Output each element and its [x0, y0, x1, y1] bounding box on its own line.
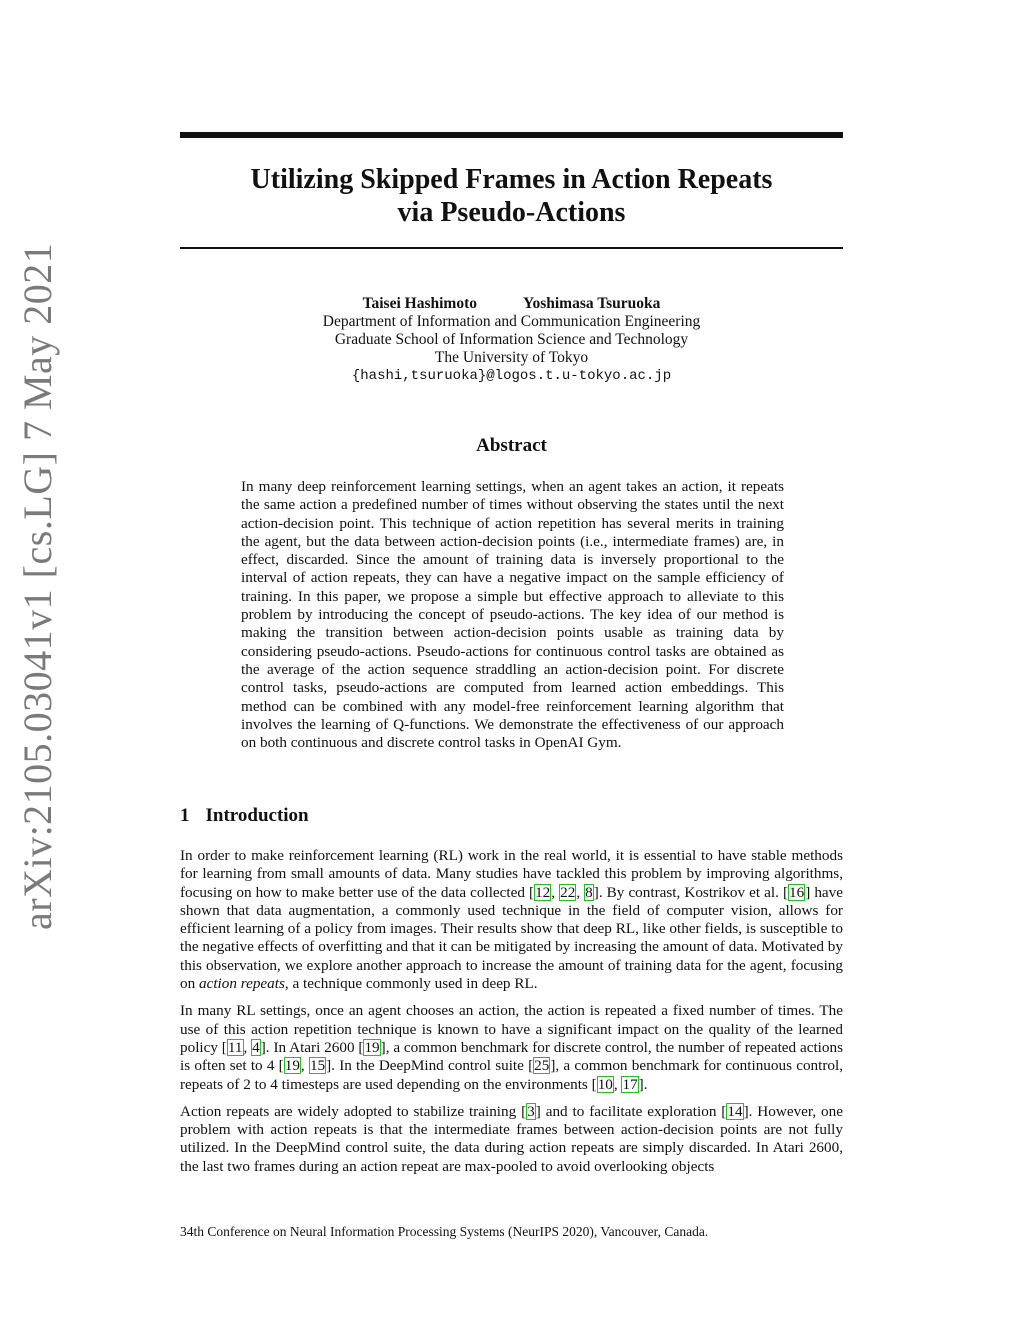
citation-link[interactable]: 15: [309, 1057, 326, 1075]
text-run: ]. In the DeepMind control suite [: [326, 1057, 534, 1075]
text-run: ]. However, one problem with action repeats is that the intermediate frames between action-decision points are not fully utilized. In the DeepMind control suite, the data during action repeats are simply discarded. In Atari 2600, the last two frames during an action repeat are max-pooled to avoid overlooking objects: [180, 1102, 843, 1175]
text-run: , a technique commonly used in deep RL.: [284, 975, 538, 993]
paper-title: [180, 163, 843, 229]
paragraph-1: In order to make reinforcement learning (RL) work in the real world, it is essential to have stable methods for learning from small amounts of data. Many studies have tackled this problem by improving algorithms, focusing on how to make better use of the data collected [12, 22, 8]. By contrast, Kostrikov et al. [16] have shown that data augmentation, a commonly used technique in the field of computer vision, allows for efficient learning of a policy from images. Their results show that deep RL, like other fields, is susceptible to the negative effects of overfitting and that it can be mitigated by increasing the amount of data. Motivated by this observation, we explore another approach to increase the amount of training data for the agent, focusing on action repeats, a technique commonly used in deep RL.: [180, 847, 844, 993]
text-run: In many RL settings, once an agent chooses an action, the action is repeated a fixed number of times. The use of this action repetition technique is known to have a significant impact on the quality of the learned policy [: [180, 1002, 843, 1056]
author-name-2: Yoshimasa Tsuruoka: [522, 295, 661, 312]
section-number: 1: [180, 805, 190, 826]
paragraph-2: In many RL settings, once an agent chooses an action, the action is repeated a fixed number of times. The use of this action repetition technique is known to have a significant impact on the quality of the learned policy [11, 4]. In Atari 2600 [19], a common benchmark for discrete control, the number of repeated actions is often set to 4 [19, 15]. In the DeepMind control suite [25], a common benchmark for continuous control, repeats of 2 to 4 timesteps are used depending on the environments [10, 17].: [180, 1002, 844, 1093]
text-run: Action repeats are widely adopted to stabilize training [: [180, 1102, 527, 1120]
citation-link[interactable]: 11: [227, 1038, 243, 1056]
title-line-1: Utilizing Skipped Frames in Action Repeats: [250, 164, 773, 195]
author-name-1: Taisei Hashimoto: [362, 295, 477, 312]
title-line-2: via Pseudo-Actions: [397, 197, 626, 228]
text-run: In order to make reinforcement learning (RL) work in the real world, it is essential to have stable methods for learning from small amounts of data. Many studies have tackled this problem by improving algorithms, focusing on how to make better use of the data collected [: [180, 847, 843, 901]
text-run: ] have shown that data augmentation, a commonly used technique in the field of computer vision, allows for efficient learning of a policy from images. Their results show that deep RL, like other fields, is susceptible to the negative effects of overfitting and that it can be mitigated by increasing the amount of data. Motivated by this observation, we explore another approach to increase the amount of training data for the agent, focusing on: [180, 883, 844, 993]
affiliation-school: Graduate School of Information Science and Technology: [334, 331, 689, 348]
citation-link[interactable]: 14: [727, 1102, 743, 1120]
citation-link[interactable]: 3: [527, 1102, 535, 1120]
citation-link[interactable]: 19: [364, 1038, 380, 1056]
abstract-text: In many deep reinforcement learning settings, when an agent takes an action, it repeats the same action a predefined number of times without observing the states until the next action-decision point. This technique of action repetition has several merits in training the agent, but the data between action-decision points (i.e., intermediate frames) are, in effect, discarded. Since the amount of training data is inversely proportional to the interval of action repeats, they can have a negative impact on the sample efficiency of training. In this paper, we propose a simple but effective approach to alleviate to this problem by introducing the concept of pseudo-actions. The key idea of our method is making the transition between action-decision points usable as training data by considering pseudo-actions. Pseudo-actions for continuous control tasks are obtained as the average of the action sequence straddling an action-decision point. For discrete control tasks, pseudo-actions are computed from learned action embeddings. This method can be combined with any model-free reinforcement learning algorithm that involves the learning of Q-functions. We demonstrate the effectiveness of our approach on both continuous and discrete control tasks in OpenAI Gym.: [241, 478, 784, 752]
affiliation-department: Department of Information and Communication Engineering: [322, 313, 701, 330]
citation-link[interactable]: 16: [789, 883, 805, 901]
citation-link[interactable]: 8: [585, 883, 593, 901]
text-run: ]. In Atari 2600 [: [260, 1038, 364, 1056]
text-run: ].: [638, 1075, 648, 1093]
citation-link[interactable]: 12: [535, 883, 551, 901]
citation-link[interactable]: 25: [534, 1057, 550, 1075]
citation-link[interactable]: 4: [252, 1038, 260, 1056]
emphasis-text: action repeats: [198, 975, 285, 993]
text-run: ] and to facilitate exploration [: [535, 1102, 727, 1120]
citation-link[interactable]: 19: [284, 1057, 300, 1075]
citation-link[interactable]: 17: [622, 1075, 638, 1093]
section-title: Introduction: [205, 805, 309, 826]
arxiv-identifier-stamp: arXiv:2105.03041v1 [cs.LG] 7 May 2021: [15, 242, 60, 930]
author-names: [180, 295, 843, 313]
title-rule: [180, 247, 843, 249]
section-heading-introduction: [180, 805, 309, 827]
abstract-heading: Abstract: [476, 435, 547, 456]
conference-footnote: 34th Conference on Neural Information Processing Systems (NeurIPS 2020), Vancouver, Canada.: [180, 1224, 709, 1239]
paragraph-3: [180, 1103, 843, 1176]
affiliation-university: The University of Tokyo: [434, 349, 589, 366]
author-block: [180, 295, 843, 385]
text-run: ]. By contrast, Kostrikov et al. [: [593, 883, 789, 901]
top-rule: [180, 132, 843, 138]
citation-link[interactable]: 10: [597, 1075, 613, 1093]
text-run: ], a common benchmark for discrete control, the number of repeated actions is often set to 4 [: [180, 1038, 843, 1075]
author-email: {hashi,tsuruoka}@logos.t.u-tokyo.ac.jp: [351, 368, 672, 384]
text-run: ], a common benchmark for continuous control, repeats of 2 to 4 timesteps are used depending on the environments [: [180, 1057, 844, 1093]
introduction-body: [180, 847, 843, 1185]
citation-link[interactable]: 22: [560, 883, 576, 901]
